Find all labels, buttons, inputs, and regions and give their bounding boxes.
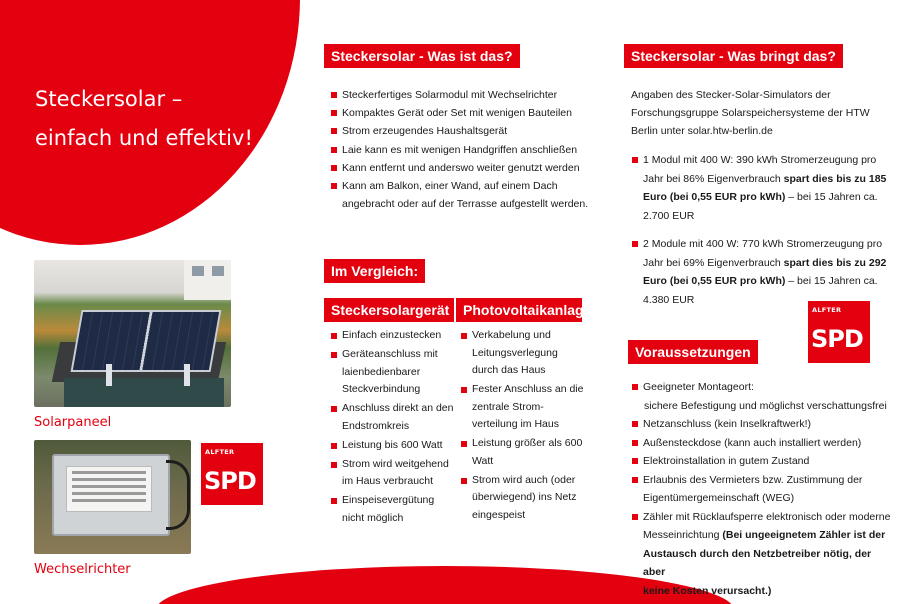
list-item: Geeigneter Montageort: sichere Befestigung und möglichst verschattungsfrei bbox=[632, 378, 894, 415]
list-item: Außensteckdose (kann auch installiert werden) bbox=[632, 434, 894, 453]
list-item: Einspeisevergütung nicht möglich bbox=[331, 492, 456, 527]
list-item bbox=[331, 177, 601, 213]
list-item: Strom erzeugendes Haushaltsgerät bbox=[331, 122, 601, 140]
list-item: Elektroinstallation in gutem Zustand bbox=[632, 452, 894, 471]
requirements-list bbox=[632, 378, 894, 600]
benefit-intro: Angaben des Stecker-Solar-Simulators der Forschungsgruppe Solarspeichersysteme der HTW Berlin unter solar.htw-berlin.de bbox=[631, 89, 870, 137]
list-item: Strom wird auch (oder überwiegend) ins Netz eingespeist bbox=[461, 472, 589, 525]
inverter-photo bbox=[34, 440, 191, 554]
heading-benefit: Steckersolar - Was bringt das? bbox=[624, 44, 843, 68]
list-item-line: Kann am Balkon, einer Wand, auf einem Dach bbox=[342, 180, 558, 193]
list-item: Netzanschluss (kein Inselkraftwerk!) bbox=[632, 415, 894, 434]
list-item-line: angebracht oder auf der Terrasse aufgestellt werden. bbox=[342, 198, 589, 211]
solar-panel-photo bbox=[34, 260, 231, 407]
list-item: Leistung größer als 600 Watt bbox=[461, 435, 589, 470]
heading-pv-system: Photovoltaikanlage bbox=[456, 298, 582, 322]
heading-requirements: Voraussetzungen bbox=[628, 340, 758, 364]
heading-plug-in-device: Steckersolargerät bbox=[324, 298, 454, 322]
list-item: Zähler mit Rücklaufsperre elektronisch oder moderne Messeinrichtung (Bei ungeeignetem Zähler ist der Austausch durch den Netzbetreiber nötig, der aber keine Kosten verursacht.) bbox=[632, 508, 894, 601]
list-item: Kompaktes Gerät oder Set mit wenigen Bauteilen bbox=[331, 104, 601, 122]
benefit-one-module: 1 Modul mit 400 W: 390 kWh Stromerzeugung pro Jahr bei 86% Eigenverbrauch spart dies bis zu 185 Euro (bei 0,55 EUR pro kWh) – bei 15 Jahren ca. 2.700 EUR bbox=[632, 151, 892, 225]
list-item: Geräteanschluss mit laienbedienbarer Steckverbindung bbox=[331, 346, 456, 399]
hero-line-1: Steckersolar – bbox=[35, 87, 183, 111]
heading-what-is: Steckersolar - Was ist das? bbox=[324, 44, 520, 68]
list-item: Erlaubnis des Vermieters bzw. Zustimmung der Eigentümergemeinschaft (WEG) bbox=[632, 471, 894, 508]
caption-inverter: Wechselrichter bbox=[34, 562, 131, 577]
benefit-two-modules: 2 Module mit 400 W: 770 kWh Stromerzeugung pro Jahr bei 69% Eigenverbrauch spart dies bis zu 292 Euro (bei 0,55 EUR pro kWh) – bei 15 Jahren ca. 4.380 EUR bbox=[632, 235, 892, 309]
list-item: Anschluss direkt an den Endstromkreis bbox=[331, 400, 456, 435]
list-item: Verkabelung und Leitungsverlegung durch das Haus bbox=[461, 327, 589, 380]
what-is-list bbox=[331, 86, 601, 213]
list-item: Einfach einzustecken bbox=[331, 327, 456, 345]
spd-logo-right bbox=[808, 301, 870, 363]
logo-small-text: ALFTER bbox=[812, 306, 842, 314]
caption-solar-panel: Solarpaneel bbox=[34, 415, 112, 430]
spd-logo bbox=[201, 443, 263, 505]
hero-line-2: einfach und effektiv! bbox=[35, 126, 253, 150]
list-item: Laie kann es mit wenigen Handgriffen anschließen bbox=[331, 141, 601, 159]
logo-small-text: ALFTER bbox=[205, 448, 235, 456]
logo-big-text: SPD bbox=[811, 325, 863, 353]
hero-title bbox=[35, 80, 285, 158]
list-item: Strom wird weitgehend im Haus verbraucht bbox=[331, 456, 456, 491]
pv-system-list bbox=[461, 327, 589, 526]
heading-compare: Im Vergleich: bbox=[324, 259, 425, 283]
list-item: Fester Anschluss an die zentrale Strom- verteilung im Haus bbox=[461, 381, 589, 434]
logo-big-text: SPD bbox=[204, 467, 256, 495]
list-item: Kann entfernt und anderswo weiter genutzt werden bbox=[331, 159, 601, 177]
list-item: Steckerfertiges Solarmodul mit Wechselrichter bbox=[331, 86, 601, 104]
list-item: Leistung bis 600 Watt bbox=[331, 437, 456, 455]
plug-in-device-list bbox=[331, 327, 456, 529]
